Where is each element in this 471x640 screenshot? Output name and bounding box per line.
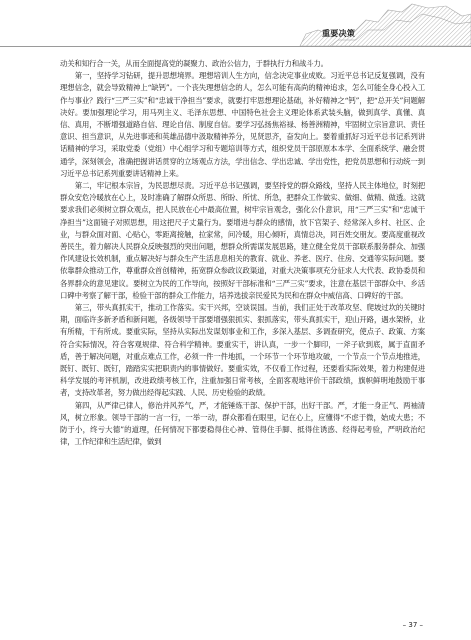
paragraph: 第四，从严律己律人，修治并风养气，严，才能锤炼干部、保护干部，出好干部。严，才能一身正气、两袖清风，树立形象。领导干部的一言一行，一举一动，群众都看在眼里，记在心上，应懂得“不虑于微，始成大患；不防于小，终亏大德”的道理，任何情况下都要稳得住心神、管得住手脚、抵得住诱惑、经得起考验，严明政治纪律，工作纪律和生活纪律，做到	[60, 400, 425, 447]
header-decoration	[0, 0, 471, 46]
section-title: 重要决策	[322, 29, 356, 38]
paragraph: 第二，牢记根本宗旨，为民思想尽责。习近平总书记强调，要坚持党的群众路线，坚持人民主体地位，时刻把群众安危冷暖放在心上，及时准确了解群众所思、所盼、所忧、所急，把群众工作做实、做细、做精、做透。这就要求我们必须树立群众观点，把人民放在心中最高位置，树牢宗旨观念，强化公仆意识，用“三严三实”和“忠诚干净担当”这面镜子对照思想，用这把尺子丈量行为。要增进与群众的感情，放下官架子、经常深入乡村、社区、企业，与群众面对面、心贴心，零距离接触，拉家常，问冷暖，用心倾听，真情总决，同百姓交朋友。要高度重视改善民生，着力解决人民群众反映强烈的突出问题，想群众所需谋发展思路，建立健全党员干部联系服务群众、加强作风建设长效机制，重点解决好与群众生产生活息息相关的教育、就业、养老、医疗、住房、交通等实际问题。要依靠群众推动工作，尊重群众首创精神，拓宽群众参政议政渠道，对重大决策事项充分征求人大代表、政协委员和各界群众的意见建议。要树立为民的工作导向，按照好干部标准和“三严三实”要求，注意在基层干部群众中、乡活口碑中考察了解干部，检验干部的群众工作能力，培养选拔亲民爱民为民和在群众中威信高、口碑好的干部。	[60, 181, 425, 300]
paragraph: 第三，带头真抓实干，推动工作落实。实干兴邦，空谈误国。当前，我们正处于改革攻坚、爬坡过坎的关键时期，面临许多新矛盾和新问题，各级领导干部要增强狠抓实、狠抓落实，带头真抓实干，迎山开路，遇水架桥，业有所精，干有所成。要重实际，坚持从实际出发谋划事业和工作，多深入基层、多调查研究，使点子、政策、方案符合实际情况，符合客观规律、符合科学精神。要重实干，讲认真，一步一个脚印，一斧子砍到底，属于直面矛盾，善于解决问题，对重点难点工作，必须一件一件地抓，一个环节一个环节地攻破，一个节点一个节点地推进，既钉、既钉、既钉，踏踏实实把职责内的事情做好。要重实效，不仅看工作过程，还要看实际效果，着力构建促进科学发展的考评机制，改进政绩考核工作，注重加强日常考核，全面客观地评价干部政绩，旗帜鲜明地鼓励干事者，支持改革者，努力做出经得起实践、人民、历史检验的政绩。	[60, 303, 425, 398]
paragraph: 第一，坚持学习钻研，提升思想境界。理想培训人生方向，信念决定事业成败。习近平总书记反复强调，没有理想信念，就会导致精神上“缺钙”。一个丧失理想信念的人，怎么可能有高尚的精神追求，怎么可能全身心投入工作与事业？践行“三严三实”和“忠诚干净担当”要求，就要打牢思想理论基础，补好精神之“钙”，把“总开关”问题解决好。要加强理论学习，用马列主义、毛泽东思想、中国特色社会主义理论体系武装头脑，做到真学、真懂、真信、真用，不断增强道路自信、理论自信、制度自信。要学习弘扬焦裕禄、杨善洲精神，牢固树立宗旨意识、责任意识、担当意识，从先进事迹和英雄品德中汲取精神养分，见贤思齐，奋发向上。要着重抓好习近平总书记系列讲话精神的学习，采取党委（党组）中心组学习和专题培训等方式，组织党员干部原原本本学、全面系统学、融会贯通学，深刻领会，准确把握讲话贯穿的立场观点方法，学出信念、学出忠诚、学出党性，把党员思想和行动统一到习近平总书记系列重要讲话精神上来。	[60, 71, 425, 178]
body-text	[60, 58, 425, 449]
header-map-silhouette	[300, 4, 471, 46]
page-number: – 37 –	[402, 621, 423, 629]
paragraph: 动关和知行合一关，从而全面提高党的凝聚力、政治公信力，于群执行力和战斗力。	[60, 59, 328, 68]
header-rule	[0, 46, 471, 47]
